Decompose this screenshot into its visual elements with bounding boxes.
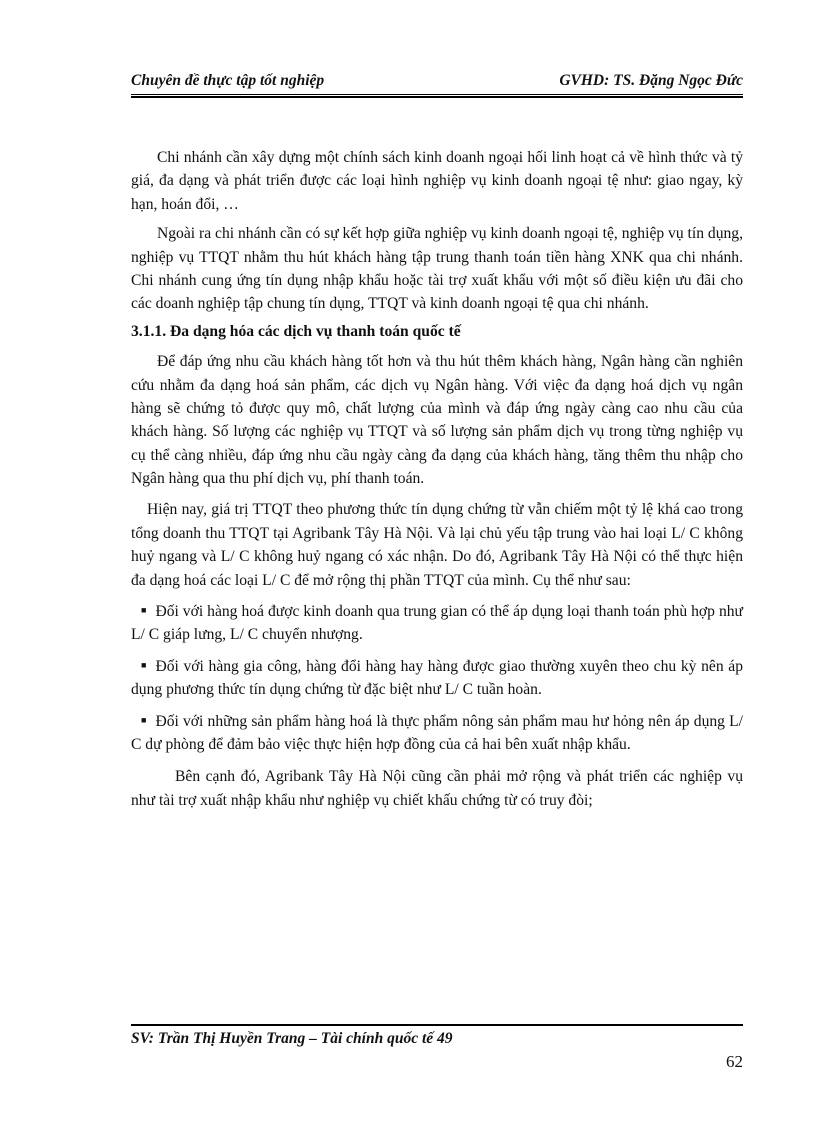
document-title: Chuyên đề thực tập tốt nghiệp: [131, 72, 325, 89]
bullet-square-icon: ■: [141, 714, 147, 725]
paragraph-diversification: Để đáp ứng nhu cầu khách hàng tốt hơn và thu hút thêm khách hàng, Ngân hàng cần nghiên cứu nhằm đa dạng hoá sản phẩm, các dịch vụ Ngân hàng. Với việc đa dạng hoá dịch vụ ngân hàng sẽ chứng tỏ được quy mô, chất lượng của mình và đáp ứng ngày càng cao nhu cầu của khách hàng. Số lượng các nghiệp vụ TTQT và số lượng sản phẩm dịch vụ trong từng nghiệp vụ cụ thể càng nhiều, đáp ứng nhu cầu ngày càng đa dạng của khách hàng, tăng thêm thu nhập cho Ngân hàng qua thu phí dịch vụ, phí thanh toán.: [131, 353, 743, 488]
page-body: [131, 146, 743, 812]
supervisor-name: GVHD: TS. Đặng Ngọc Đức: [559, 72, 743, 89]
bullet-text: Đối với hàng gia công, hàng đổi hàng hay hàng được giao thường xuyên theo chu kỳ nên áp dụng phương thức tín dụng chứng từ đặc biệt như L/ C tuần hoàn.: [131, 657, 743, 699]
page-number: 62: [726, 1052, 743, 1071]
section-heading: 3.1.1. Đa dạng hóa các dịch vụ thanh toán quốc tế: [131, 322, 461, 340]
bullet-square-icon: ■: [141, 605, 147, 616]
header-divider: [131, 94, 743, 98]
paragraph-trade-finance: Bên cạnh đó, Agribank Tây Hà Nội cũng cần phải mở rộng và phát triển các nghiệp vụ như tài trợ xuất nhập khẩu như nghiệp vụ chiết khấu chứng từ có truy đòi;: [131, 768, 743, 809]
paragraph-forex-policy: Chi nhánh cần xây dựng một chính sách kinh doanh ngoại hối linh hoạt cả về hình thức và tỷ giá, đa dạng và phát triển được các loại hình nghiệp vụ kinh doanh ngoại tệ như: giao ngay, kỳ hạn, hoán đổi, …: [131, 149, 743, 213]
paragraph-current-status: Hiện nay, giá trị TTQT theo phương thức tín dụng chứng từ vẫn chiếm một tỷ lệ khá cao trong tổng doanh thu TTQT tại Agribank Tây Hà Nội. Và lại chủ yếu tập trung vào hai loại L/ C không huỷ ngang và L/ C không huỷ ngang có xác nhận. Do đó, Agribank Tây Hà Nội có thể thực hiện đa dạng hoá các loại L/ C để mở rộng thị phần TTQT của mình. Cụ thể như sau:: [131, 501, 743, 589]
bullet-item: [131, 710, 743, 757]
bullet-item: [131, 655, 743, 702]
footer-divider: [131, 1024, 743, 1026]
page-header: [131, 72, 743, 96]
bullet-item: [131, 600, 743, 647]
bullet-text: Đối với những sản phẩm hàng hoá là thực phẩm nông sản phẩm mau hư hỏng nên áp dụng L/ C dự phòng để đảm bảo việc thực hiện hợp đồng của cả hai bên xuất nhập khẩu.: [131, 712, 743, 753]
bullet-text: Đối với hàng hoá được kinh doanh qua trung gian có thể áp dụng loại thanh toán phù hợp như L/ C giáp lưng, L/ C chuyển nhượng.: [131, 603, 743, 644]
footer-author: SV: Trần Thị Huyền Trang – Tài chính quốc tế 49: [131, 1030, 453, 1047]
bullet-square-icon: ■: [141, 659, 147, 670]
paragraph-combined-services: Ngoài ra chi nhánh cần có sự kết hợp giữa nghiệp vụ kinh doanh ngoại tệ, nghiệp vụ tín dụng, nghiệp vụ TTQT nhằm thu hút khách hàng tập trung thanh toán tiền hàng XNK qua chi nhánh. Chi nhánh cung ứng tín dụng nhập khẩu hoặc tài trợ xuất khẩu với một số điều kiện ưu đãi cho các doanh nghiệp tập chung tín dụng, TTQT và kinh doanh ngoại tệ qua chi nhánh.: [131, 225, 743, 313]
